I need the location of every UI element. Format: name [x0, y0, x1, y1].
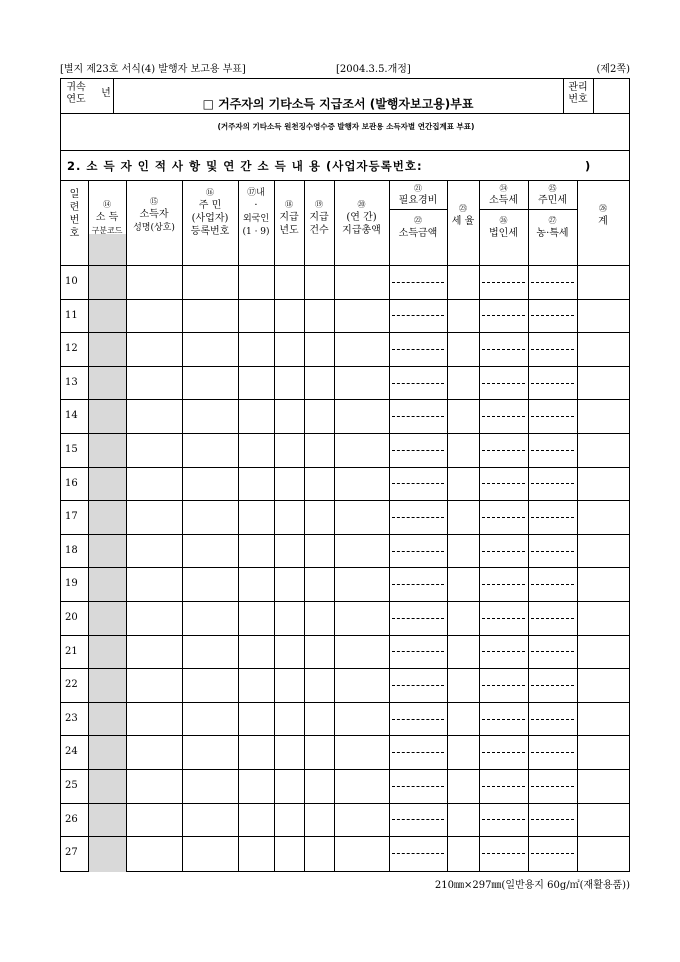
split-dash-line	[482, 483, 525, 484]
split-dash-line	[392, 719, 444, 720]
paper-spec: 210㎜×297㎜(일반용지 60g/㎡(재활용품))	[434, 880, 630, 891]
revision-date: [2004.3.5.개정]	[336, 64, 411, 75]
page-number: (제2쪽)	[596, 64, 630, 75]
split-dash-line	[392, 282, 444, 283]
row-divider	[61, 702, 629, 703]
row-number: 12	[65, 343, 78, 355]
row-divider	[61, 769, 629, 770]
split-dash-line	[482, 819, 525, 820]
mgmt-label-1: 관리	[568, 82, 588, 93]
split-dash-line	[531, 483, 574, 484]
split-dash-line	[531, 752, 574, 753]
split-dash-line	[392, 517, 444, 518]
split-dash-line	[531, 282, 574, 283]
split-dash-line	[392, 853, 444, 854]
row-number: 15	[65, 444, 78, 455]
row-number: 24	[65, 746, 78, 758]
split-dash-line	[392, 618, 444, 619]
row-number: 18	[65, 544, 78, 556]
row-divider	[61, 601, 629, 602]
split-dash-line	[392, 416, 444, 417]
code-column-shade	[88, 234, 126, 872]
year-label-2: 연도	[66, 94, 86, 105]
document-header	[60, 60, 630, 74]
row-divider	[61, 803, 629, 804]
form-number: [별지 제23호 서식(4) 발행자 보고용 부표]	[60, 64, 246, 75]
row-divider	[61, 500, 629, 501]
split-dash-line	[531, 349, 574, 350]
split-dash-line	[482, 551, 525, 552]
row-divider	[61, 567, 629, 568]
row-number: 10	[65, 276, 78, 287]
split-dash-line	[482, 383, 525, 384]
split-dash-line	[392, 584, 444, 585]
split-dash-line	[482, 651, 525, 652]
split-dash-line	[482, 685, 525, 686]
split-dash-line	[482, 584, 525, 585]
split-dash-line	[482, 282, 525, 283]
split-dash-line	[531, 584, 574, 585]
split-dash-line	[392, 315, 444, 316]
split-dash-line	[392, 685, 444, 686]
form-title: □ 거주자의 기타소득 지급조서 (발행자보고용)부표	[202, 97, 474, 111]
split-dash-line	[531, 685, 574, 686]
section-heading: 2. 소 득 자 인 적 사 항 및 연 간 소 득 내 용 (사업자등록번호:	[67, 159, 423, 173]
split-dash-line	[392, 349, 444, 350]
split-dash-line	[482, 517, 525, 518]
section-heading-close: )	[585, 159, 592, 173]
split-dash-line	[482, 719, 525, 720]
mgmt-label-2: 번호	[568, 94, 588, 105]
row-divider	[61, 299, 629, 300]
row-number: 13	[65, 376, 78, 388]
row-number: 23	[65, 712, 78, 724]
row-number: 19	[65, 578, 78, 590]
split-dash-line	[531, 651, 574, 652]
split-dash-line	[531, 719, 574, 720]
split-dash-line	[531, 551, 574, 552]
split-dash-line	[482, 618, 525, 619]
split-dash-line	[392, 483, 444, 484]
split-dash-line	[482, 450, 525, 451]
row-number: 27	[65, 847, 78, 859]
row-divider	[61, 332, 629, 333]
split-dash-line	[392, 383, 444, 384]
split-dash-line	[392, 450, 444, 451]
split-dash-line	[531, 315, 574, 316]
split-dash-line	[531, 786, 574, 787]
row-divider	[61, 635, 629, 636]
row-number: 11	[65, 309, 78, 321]
split-dash-line	[531, 517, 574, 518]
row-number: 26	[65, 813, 78, 825]
split-dash-line	[482, 349, 525, 350]
row-divider	[61, 735, 629, 736]
split-dash-line	[392, 551, 444, 552]
split-dash-line	[392, 752, 444, 753]
form-table: 귀속 연도 년 □ 거주자의 기타소득 지급조서 (발행자보고용)부표 관리 번호 (거주자의 기타소득 원천징수영수증 발행자 보관용 소득자별 연간집계표 부표) 2. 소 득 자 인 적 사 항 및 연 간 소 득 내 용 (사업자등록번호: ) 일 련 번 호 ⑭ 소 득 구분코드 ⑮ 소득자 성명(상호) ⑯ 주 민 (사업자) 등록번호 ⑰내 · 외국인 (1 · 9) ⑱ 지급 년도 ⑲ 지급 건수 ⑳ (연 간) 지급총액 ㉑ 필요경비 ㉒ 소득금액 ㉓ 세 율 ㉔ 소득세 ㉕ 주민세 ㉖ 법인세 ㉗ 농·특세 ㉘ 계 10 11 12 13 14 15 16 17 18 19 20 21 22 23 24 25 26 27	[60, 78, 630, 872]
split-dash-line	[482, 853, 525, 854]
row-number: 25	[65, 780, 78, 791]
row-number: 14	[65, 410, 78, 422]
row-number: 20	[65, 612, 78, 623]
split-dash-line	[531, 450, 574, 451]
row-number: 16	[65, 477, 78, 489]
row-number: 17	[65, 511, 78, 523]
split-dash-line	[392, 651, 444, 652]
row-divider	[61, 433, 629, 434]
split-dash-line	[531, 853, 574, 854]
row-divider	[61, 668, 629, 669]
split-dash-line	[482, 786, 525, 787]
year-unit: 년	[101, 88, 111, 99]
row-divider	[61, 467, 629, 468]
split-dash-line	[392, 819, 444, 820]
split-dash-line	[531, 416, 574, 417]
split-dash-line	[482, 416, 525, 417]
form-subtitle: (거주자의 기타소득 원천징수영수증 발행자 보관용 소득자별 연간집계표 부표)	[217, 122, 475, 131]
year-label-1: 귀속	[66, 82, 86, 93]
row-divider	[61, 534, 629, 535]
split-dash-line	[482, 752, 525, 753]
row-number: 22	[65, 679, 78, 691]
split-dash-line	[531, 383, 574, 384]
split-dash-line	[531, 618, 574, 619]
row-divider	[61, 399, 629, 400]
split-dash-line	[531, 819, 574, 820]
split-dash-line	[482, 315, 525, 316]
row-number: 21	[65, 645, 78, 657]
split-dash-line	[392, 786, 444, 787]
row-divider	[61, 366, 629, 367]
row-divider	[61, 836, 629, 837]
